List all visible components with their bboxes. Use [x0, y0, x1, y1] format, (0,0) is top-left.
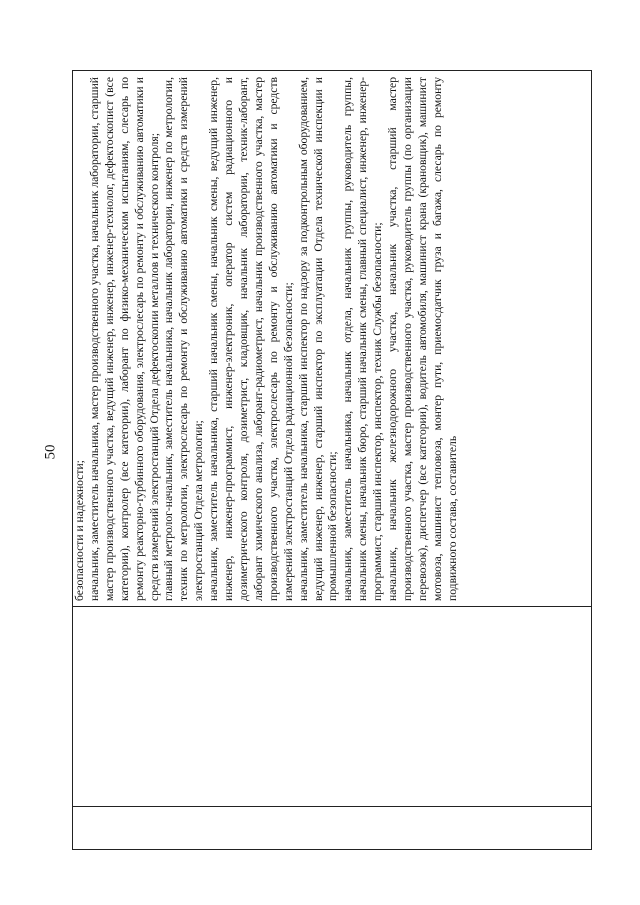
table-column-positions	[73, 71, 591, 606]
positions-paragraph-railway: начальник, начальник железнодорожного участка, начальник участка, старший мастер производственного участка, мастер производственного участка, руководитель группы (по организации перевозок), диспетчер (все категории), водитель автомобиля, машинист крана (крановщик), машинист мотовоза, машинист тепловоза, монтер пути, приемосдатчик груза и багажа, слесарь по ремонту подвижного состава, составитель	[386, 77, 459, 601]
positions-paragraph-technical-inspection: начальник, заместитель начальника, старший инспектор по надзору за подконтрольным оборудованием, ведущий инженер, инженер, старший инспектор по эксплуатации Отдела технической инспекции и промышленной безопасности;	[296, 77, 340, 601]
positions-paragraph-metrology: главный метролог-начальник, заместитель начальника, начальник лаборатории, инженер по метрологии, техник по метрологии, электрослесарь по ремонту и обслуживанию автоматики и средств измерений электростанций Отдела метрологии;	[162, 77, 206, 601]
positions-paragraph-continuation: безопасности и надежности;	[73, 460, 86, 601]
table-column-number	[73, 806, 591, 849]
page-number: 50	[42, 444, 59, 460]
positions-table	[72, 70, 592, 850]
table-column-category	[73, 606, 591, 806]
positions-paragraph-security-service: начальник, заместитель начальника, начальник отдела, начальник группы, руководитель группы, начальник смены, начальник бюро, старший начальник смены, главный специалист, инженер, инженер-программист, старший инспектор, инспектор, техник Службы безопасности;	[341, 77, 385, 601]
positions-paragraph-radiation-safety: начальник, заместитель начальника, старший начальник смены, начальник смены, ведущий инженер, инженер, инженер-программист, инженер-электроник, оператор систем радиационного и дозиметрического контроля, дозиметрист, кладовщик, начальник лаборатории, техник-лаборант, лаборант химического анализа, лаборант-радиометрист, начальник производственного участка, мастер производственного участка, электрослесарь по ремонту и обслуживанию автоматики и средств измерений электростанций Отдела радиационной безопасности;	[207, 77, 295, 601]
rotated-page-content	[72, 70, 592, 850]
positions-paragraph-defectoscopy: начальник, заместитель начальника, мастер производственного участка, начальник лаборатории, старший мастер производственного участка, ведущий инженер, инженер, инженер-технолог, дефектоскопист (все категории), контролер (все категории), лаборант по физико-механическим испытаниям, слесарь по ремонту реакторно-турбинного оборудования, электрослесарь по ремонту и обслуживанию автоматики и средств измерений электростанций Отдела дефектоскопии металлов и технического контроля;	[87, 77, 161, 601]
